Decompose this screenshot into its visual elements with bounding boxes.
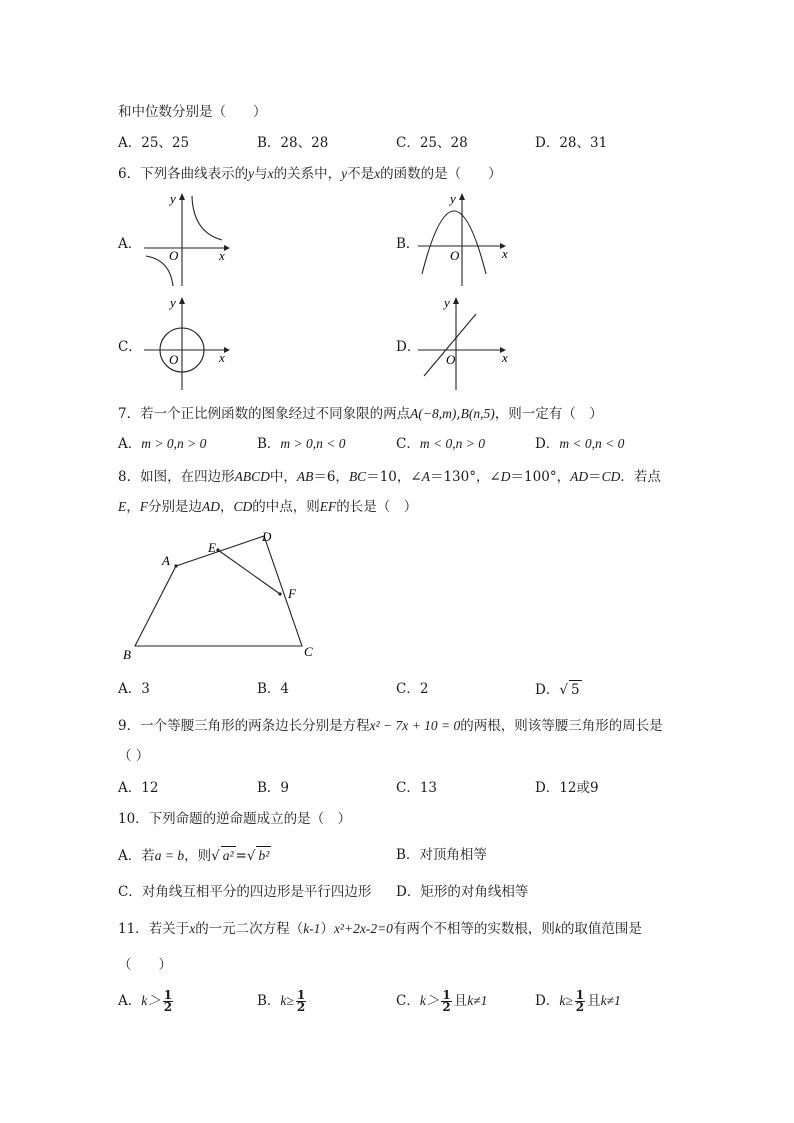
sqrt-symbol: √	[559, 682, 568, 698]
q11-stem: 11．若关于x的一元二次方程（k-1）x²+2x-2=0有两个不相等的实数根，则k的取值范围是	[118, 921, 642, 937]
y-axis-label: y	[170, 295, 176, 310]
sqrt-radicand: 5	[570, 682, 580, 698]
q8-option-a: A．3	[118, 681, 150, 697]
q7-stem-text: 7．若一个正比例函数的图象经过不同象限的两点	[118, 406, 411, 422]
q9-option-a: A．12	[118, 780, 159, 796]
q6-stem-part: 不是	[347, 166, 375, 182]
q6-stem	[118, 165, 502, 183]
x-axis-label: x	[219, 350, 225, 365]
q7-option-d: D．m < 0,n < 0	[535, 436, 625, 452]
q9-equation: x² − 7x + 10 = 0	[369, 718, 461, 733]
x-axis-arrow	[224, 347, 230, 353]
q6-var-y: y	[341, 166, 348, 181]
y-axis-arrow	[179, 193, 185, 200]
x-axis-label: x	[502, 246, 508, 261]
q6-option-d-label: D．	[396, 339, 421, 355]
q8-stem-line1: 8．如图，在四边形ABCD中，AB＝6，BC＝10，∠A＝130°，∠D＝100°，AD＝CD．若点	[118, 469, 661, 485]
label-d: D	[262, 529, 272, 544]
fraction-half: $\frac{1}{2}$	[442, 988, 451, 1014]
x-axis-arrow	[224, 245, 230, 251]
q10-option-a: A．若a = b，则√ a² =√ b²	[118, 848, 270, 864]
q7-point-a: A(−8,m)	[410, 406, 457, 421]
x-axis-label: x	[502, 350, 508, 365]
q10-stem: 10．下列命题的逆命题成立的是（ ）	[118, 811, 352, 827]
origin-label: O	[446, 352, 456, 367]
y-axis-label: y	[450, 191, 456, 206]
q11-option-d: D．k≥ $\frac{1}{2}$ 且k≠1	[535, 988, 621, 1014]
q9-paren: （ ）	[118, 748, 150, 764]
q7-stem-tail: ，则一定有（ ）	[494, 406, 603, 422]
q6-option-c-label: C．	[118, 339, 142, 355]
point-f	[278, 592, 281, 595]
q5-stem-tail: 和中位数分别是（ ）	[118, 104, 267, 120]
q8-option-c: C．2	[396, 681, 429, 697]
origin-label: O	[169, 248, 179, 263]
q6-stem-part: 与	[254, 166, 268, 182]
q6-var-y: y	[248, 166, 255, 181]
q8-quadrilateral-figure	[115, 525, 330, 665]
label-c: C	[304, 644, 313, 659]
q11-option-c: C．k＞ $\frac{1}{2}$ 且k≠1	[396, 988, 488, 1014]
q10-option-d: D．矩形的对角线相等	[396, 884, 529, 900]
q5-option-b: B．28、28	[257, 135, 329, 151]
q5-option-c: C．25、28	[396, 135, 468, 151]
q9-stem: 9．一个等腰三角形的两条边长分别是方程x² − 7x + 10 = 0的两根，则该等腰三角形的周长是	[118, 718, 663, 734]
q11-option-b: B．k≥ $\frac{1}{2}$	[257, 988, 306, 1014]
label-a: A	[162, 553, 170, 568]
y-axis-label: y	[444, 295, 450, 310]
parabola	[422, 211, 486, 274]
q9-option-c: C．13	[396, 780, 438, 796]
label-b: B	[123, 647, 131, 662]
fraction-half: $\frac{1}{2}$	[296, 988, 306, 1014]
q11-paren: （ ）	[118, 957, 172, 973]
q6-stem-part: 下列各曲线表示的	[140, 166, 249, 182]
q5-option-d: D．28、31	[535, 135, 608, 151]
label-f: F	[288, 586, 296, 601]
point-e	[216, 548, 219, 551]
q6-graph-c	[140, 292, 240, 396]
q8-stem-line2: E，F分别是边AD，CD的中点，则EF的长是（ ）	[118, 499, 418, 515]
q7-stem: 7．若一个正比例函数的图象经过不同象限的两点A(−8,m),B(n,5)，则一定有（ ）	[118, 406, 603, 422]
q6-number: 6．	[118, 166, 141, 182]
q7-point-b: B(n,5)	[460, 406, 495, 421]
q6-stem-part: 的函数的是（ ）	[380, 166, 502, 182]
q6-option-a-label: A．	[118, 236, 142, 252]
q7-option-c: C．m < 0,n > 0	[396, 436, 485, 452]
q6-graph-b	[414, 188, 518, 292]
origin-label: O	[169, 352, 179, 367]
quadrilateral-abcd	[135, 536, 302, 646]
q9-option-d: D．12或9	[535, 780, 599, 796]
fraction-half: $\frac{1}{2}$	[163, 988, 173, 1014]
q10-option-c: C．对角线互相平分的四边形是平行四边形	[118, 884, 372, 900]
q7-option-a: A．m > 0,n > 0	[118, 436, 207, 452]
y-axis-label: y	[170, 191, 176, 206]
q6-option-b-label: B．	[396, 236, 420, 252]
hyperbola-branch-upper	[192, 196, 222, 240]
y-axis-arrow	[459, 193, 465, 200]
q10-option-b: B．对顶角相等	[396, 847, 487, 863]
q6-graph-d	[414, 292, 518, 396]
q6-graph-a	[140, 188, 240, 292]
q7-option-b: B．m > 0,n < 0	[257, 436, 346, 452]
x-axis-label: x	[219, 248, 225, 263]
fraction-half: $\frac{1}{2}$	[575, 988, 585, 1014]
label-e: E	[208, 540, 216, 555]
q11-option-a: A．k＞ $\frac{1}{2}$	[118, 988, 173, 1014]
q5-option-a: A．25、25	[118, 135, 190, 151]
y-axis-arrow	[179, 297, 185, 304]
q6-var-x: x	[267, 166, 274, 181]
y-axis-arrow	[453, 297, 459, 304]
origin-label: O	[450, 248, 460, 263]
q8-option-d: D．√ 5	[535, 682, 580, 698]
point-a	[174, 564, 177, 567]
q9-option-b: B．9	[257, 780, 290, 796]
q6-var-x: x	[374, 166, 381, 181]
q6-stem-part: 的关系中，	[273, 166, 342, 182]
q8-option-b: B．4	[257, 681, 290, 697]
